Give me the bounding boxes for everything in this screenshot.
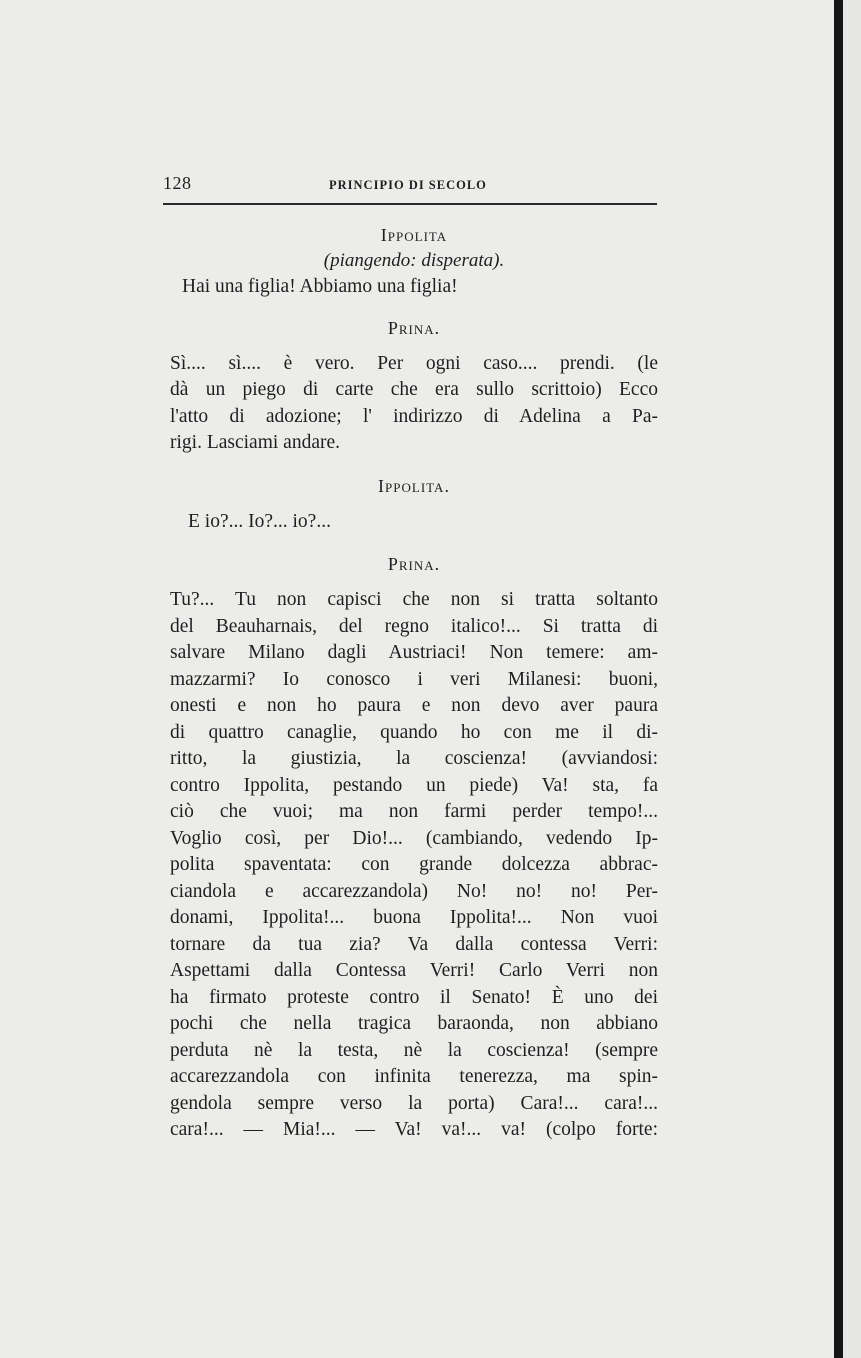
text-line: del Beauharnais, del regno italico!... Si tratta di	[170, 615, 658, 637]
text-line: salvare Milano dagli Austriaci! Non temere: am-	[170, 642, 658, 663]
text-line: ritto, la giustizia, la coscienza! (avviandosi:	[170, 748, 658, 769]
text-line: Sì.... sì.... è vero. Per ogni caso.... prendi. (le	[170, 352, 658, 374]
speaker-ippolita: Ippolita	[380, 225, 448, 245]
stage-direction: (piangendo: disperata).	[323, 250, 505, 271]
play-text	[170, 222, 658, 1144]
text-line: ciandola e accarezzandola) No! no! no! Per-	[170, 880, 658, 902]
header-rule	[163, 203, 657, 205]
text-line: polita spaventata: con grande dolcezza abbrac-	[170, 854, 658, 875]
text-line: dà un piego di carte che era sullo scrittoio) Ecco	[170, 379, 658, 400]
text-line: gendola sempre verso la porta) Cara!... cara!...	[170, 1092, 658, 1114]
speaker-prina: Prina.	[387, 317, 441, 338]
text-line: contro Ippolita, pestando un piede) Va! sta, fa	[170, 774, 658, 796]
text-line: cara!... — Mia!... — Va! va!... va! (colpo forte:	[170, 1119, 658, 1140]
text-line: mazzarmi? Io conosco i veri Milanesi: buoni,	[170, 668, 658, 690]
text-line: onesti e non ho paura e non devo aver paura	[170, 695, 658, 716]
page-margin-shadow	[843, 0, 861, 1358]
text-line: l'atto di adozione; l' indirizzo di Adelina a Pa-	[170, 405, 658, 427]
text-line: accarezzandola con infinita tenerezza, ma spin-	[170, 1066, 658, 1087]
text-line: tornare da tua zia? Va dalla contessa Verri:	[170, 933, 658, 955]
text-line: perduta nè la testa, nè la coscienza! (sempre	[170, 1039, 658, 1061]
speech-prina-1	[170, 351, 658, 457]
text-line: donami, Ippolita!... buona Ippolita!... Non vuoi	[170, 907, 658, 928]
page-number: 128	[163, 173, 192, 193]
text-line: ciò che vuoi; ma non farmi perder tempo!...	[170, 801, 658, 822]
text-line: Aspettami dalla Contessa Verri! Carlo Verri non	[170, 960, 658, 981]
text-line: Hai una figlia! Abbiamo una figlia!	[182, 276, 458, 297]
speech-prina-2	[170, 587, 658, 1144]
binding-edge	[834, 0, 843, 1358]
text-line: ha firmato proteste contro il Senato! È uno dei	[170, 986, 658, 1008]
text-line: rigi. Lasciami andare.	[170, 432, 341, 453]
speech-ippolita-2	[170, 509, 658, 536]
speaker-ippolita: Ippolita.	[378, 475, 450, 496]
text-line: di quattro canaglie, quando ho con me il di-	[170, 721, 658, 743]
page-header	[163, 170, 657, 200]
speech-ippolita-1	[170, 274, 658, 301]
text-line: pochi che nella tragica baraonda, non abbiano	[170, 1013, 658, 1034]
text-line: E io?... Io?... io?...	[188, 510, 331, 532]
running-head: PRINCIPIO DI SECOLO	[329, 178, 487, 192]
text-line: Tu?... Tu non capisci che non si tratta soltanto	[170, 589, 658, 610]
text-line: Voglio così, per Dio!... (cambiando, vedendo Ip-	[170, 827, 658, 849]
speaker-prina: Prina.	[387, 554, 441, 574]
